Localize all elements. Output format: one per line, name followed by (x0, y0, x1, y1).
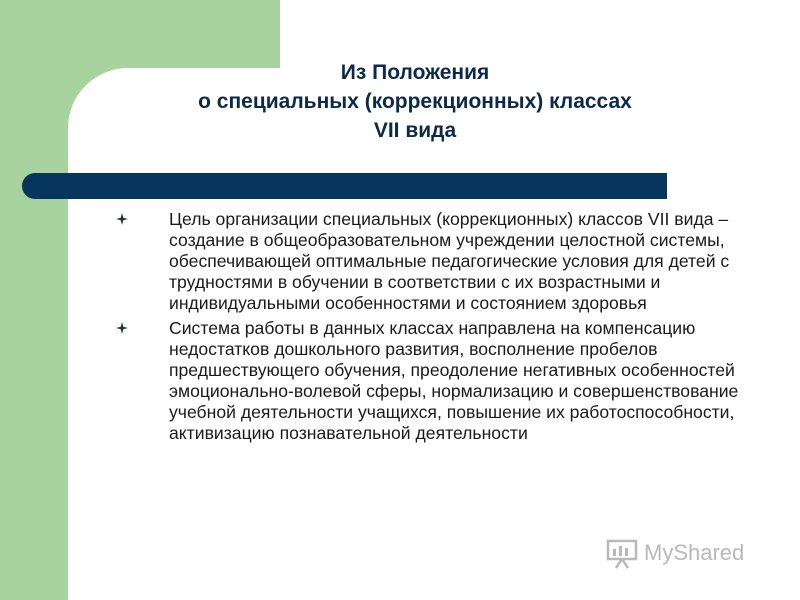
left-green-band (0, 0, 68, 600)
bullet-item-2 (112, 318, 752, 444)
bullet-item-1 (112, 209, 752, 314)
title-line-3: VII вида (373, 119, 457, 142)
bullet-text-2: Система работы в данных классах направлена на компенсацию недостатков дошкольного развития, восполнение пробелов предшествующего обучения, преодоление негативных особенностей эмоционально-волевой сферы, нормализацию и совершенствование учебной деятельности учащихся, повышение их работоспособности, активизацию познавательной деятельности (169, 318, 739, 443)
slide-title (120, 58, 710, 145)
watermark-text: MyShared (644, 540, 745, 565)
title-line-1: Из Положения (340, 61, 490, 84)
diamond-bullet-icon (116, 322, 128, 334)
title-divider-bar (22, 173, 667, 199)
title-line-2: о специальных (коррекционных) классах (198, 90, 632, 113)
presentation-board-icon (606, 537, 640, 569)
myshared-watermark (606, 537, 744, 569)
bullet-list (112, 209, 752, 448)
diamond-bullet-icon (116, 213, 128, 225)
bullet-text-1: Цель организации специальных (коррекционных) классов VII вида – создание в общеобразовательном учреждении целостной системы, обеспечивающей оптимальные педагогические условия для детей с трудностями в обучении в соответствии с их возрастными и индивидуальными особенностями и состоянием здоровья (169, 209, 730, 313)
